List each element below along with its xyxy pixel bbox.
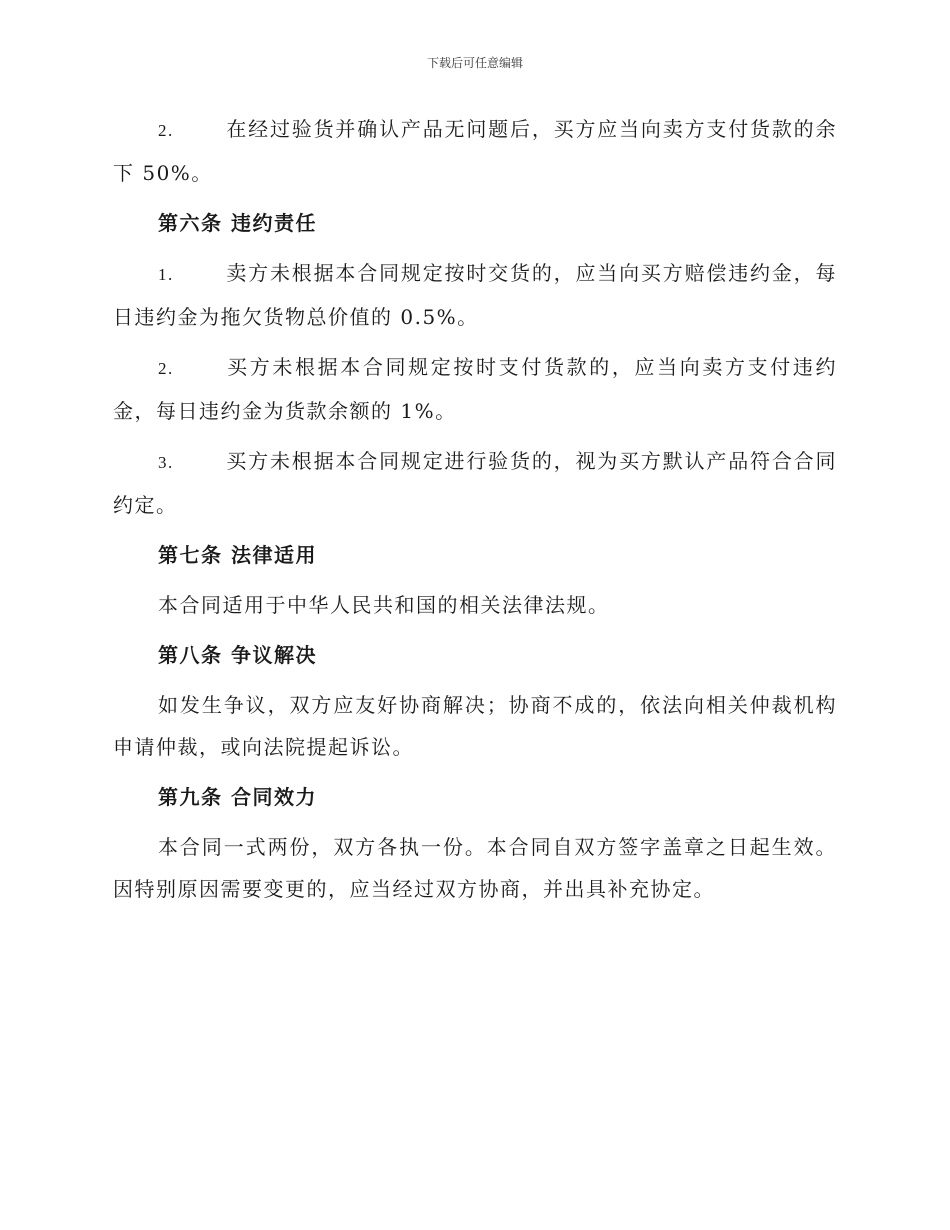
item-text: 在经过验货并确认产品无问题后，买方应当向卖方支付货款的余下 50%。 (113, 117, 837, 185)
section-heading-7: 第七条 法律适用 (158, 543, 317, 567)
page-header-note: 下载后可任意编辑 (426, 56, 523, 70)
clause-item-breach-3 (113, 440, 837, 526)
section-heading-9: 第九条 合同效力 (158, 785, 317, 809)
item-number: 3. (158, 453, 174, 472)
item-text: 买方未根据本合同规定进行验货的，视为买方默认产品符合合同约定。 (113, 449, 837, 517)
clause-item-payment-2 (113, 108, 837, 194)
section-heading-6: 第六条 违约责任 (158, 211, 317, 235)
clause-item-breach-1 (113, 252, 837, 338)
item-number: 2. (158, 359, 174, 378)
item-text: 卖方未根据本合同规定按时交货的，应当向买方赔偿违约金，每日违约金为拖欠货物总价值的 0.5%。 (113, 261, 837, 329)
item-number: 1. (158, 265, 174, 284)
item-number: 2. (158, 121, 174, 140)
section-paragraph-7: 本合同适用于中华人民共和国的相关法律法规。 (158, 593, 610, 617)
section-paragraph-9: 本合同一式两份，双方各执一份。本合同自双方签字盖章之日起生效。因特别原因需要变更的，应当经过双方协商，并出具补充协定。 (113, 835, 837, 901)
section-heading-8: 第八条 争议解决 (158, 643, 317, 667)
clause-item-breach-2 (113, 346, 837, 432)
item-text: 买方未根据本合同规定按时支付货款的，应当向卖方支付违约金，每日违约金为货款余额的 1%。 (113, 355, 837, 423)
contract-body (113, 108, 837, 918)
section-paragraph-8: 如发生争议，双方应友好协商解决；协商不成的，依法向相关仲裁机构申请仲裁，或向法院提起诉讼。 (113, 693, 837, 759)
